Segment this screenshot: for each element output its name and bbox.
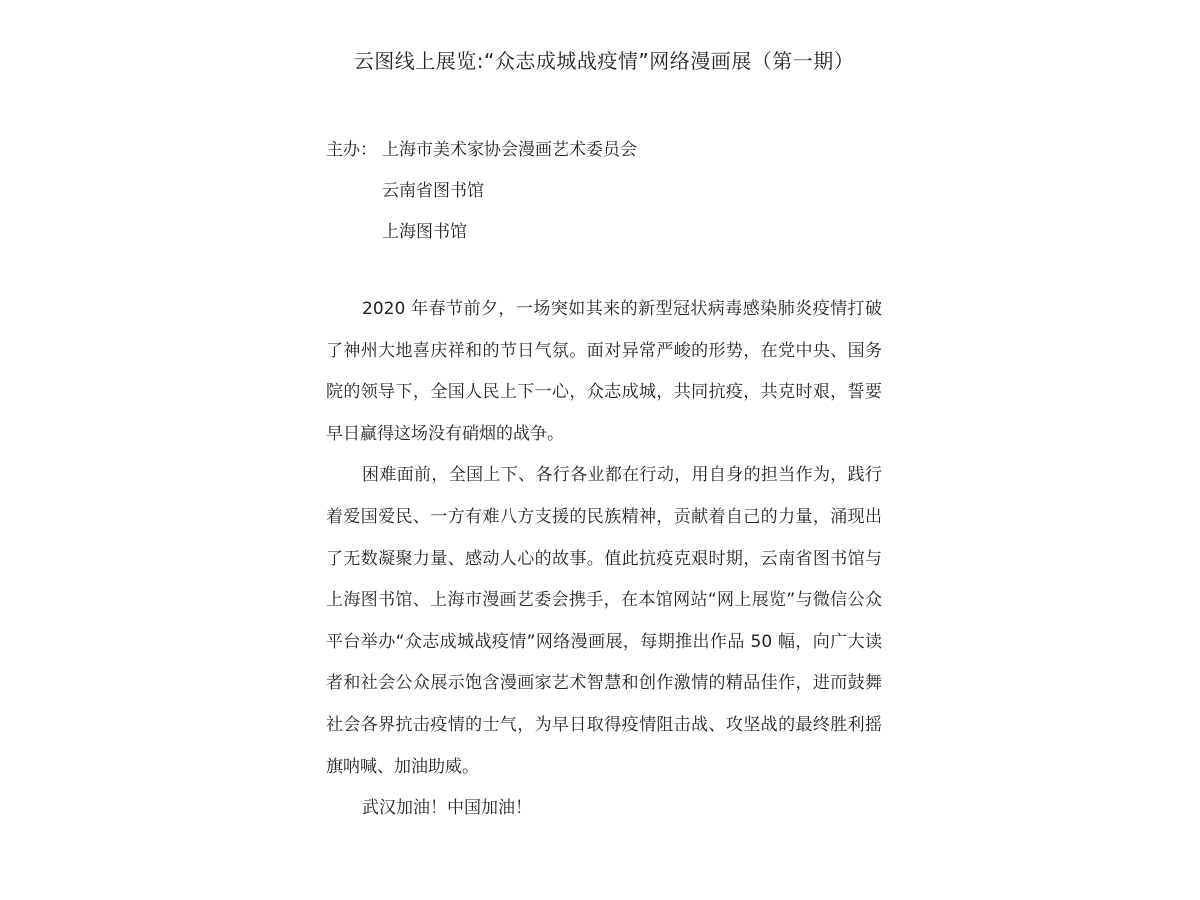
organizer-label: 主办： bbox=[326, 140, 377, 160]
organizer-row bbox=[326, 130, 882, 171]
organizers-block bbox=[326, 130, 882, 253]
document-title: 云图线上展览:“众志成城战疫情”网络漫画展（第一期） bbox=[353, 49, 855, 73]
document-body bbox=[326, 289, 882, 830]
closing-line: 武汉加油！中国加油！ bbox=[362, 798, 532, 819]
organizer-name: 上海市美术家协会漫画艺术委员会 bbox=[382, 140, 637, 160]
organizer-row bbox=[326, 171, 882, 212]
body-paragraph: 困难面前，全国上下、各行各业都在行动，用自身的担当作为，践行着爱国爱民、一方有难八方支援的民族精神，贡献着自己的力量，涌现出了无数凝聚力量、感动人心的故事。值此抗疫克艰时期，云南省图书馆与上海图书馆、上海市漫画艺委会携手，在本馆网站“网上展览”与微信公众平台举办“众志成城战疫情”网络漫画展，每期推出作品 50 幅，向广大读者和社会公众展示饱含漫画家艺术智慧和创作激情的精品佳作，进而鼓舞社会各界抗击疫情的士气，为早日取得疫情阻击战、攻坚战的最终胜利摇旗呐喊、加油助威。 bbox=[326, 465, 882, 777]
organizer-name: 云南省图书馆 bbox=[382, 181, 484, 201]
organizer-name: 上海图书馆 bbox=[382, 222, 467, 242]
organizer-row bbox=[326, 212, 882, 253]
body-paragraph: 2020 年春节前夕，一场突如其来的新型冠状病毒感染肺炎疫情打破了神州大地喜庆祥和的节日气氛。面对异常严峻的形势，在党中央、国务院的领导下，全国人民上下一心，众志成城，共同抗疫，共克时艰，誓要早日赢得这场没有硝烟的战争。 bbox=[326, 299, 882, 444]
